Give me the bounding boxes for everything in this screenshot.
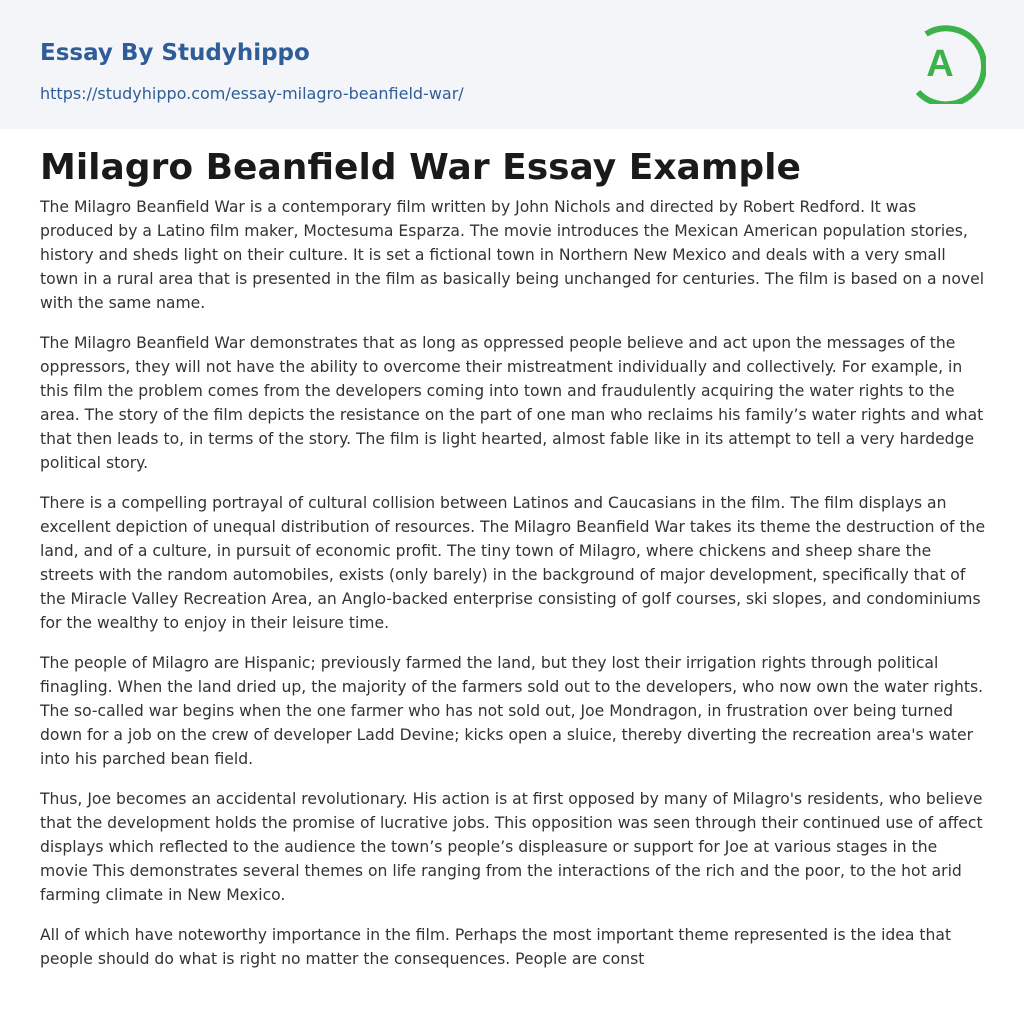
essay-body: [40, 195, 986, 987]
paragraph: Thus, Joe becomes an accidental revolutionary. His action is at first opposed by many of Milagro's residents, who believe that the development holds the promise of lucrative jobs. This opposition was seen through their continued use of affect displays which reflected to the audience the town’s people’s displeasure or support for Joe at various stages in the movie This demonstrates several themes on life ranging from the interactions of the rich and the poor, to the hot arid farming climate in New Mexico.: [40, 790, 983, 904]
page-title: Milagro Beanfield War Essay Example: [40, 147, 801, 188]
essay-url-link[interactable]: https://studyhippo.com/essay-milagro-beanfield-war/: [40, 84, 464, 103]
paragraph: The Milagro Beanfield War is a contemporary film written by John Nichols and directed by Robert Redford. It was produced by a Latino film maker, Moctesuma Esparza. The movie introduces the Mexican American population stories, history and sheds light on their culture. It is set a fictional town in Northern New Mexico and deals with a very small town in a rural area that is presented in the film as basically being unchanged for centuries. The film is based on a novel with the same name.: [40, 198, 985, 312]
site-title[interactable]: Essay By Studyhippo: [40, 40, 310, 66]
paragraph: All of which have noteworthy importance in the film. Perhaps the most important theme represented is the idea that people should do what is right no matter the consequences. People are const: [40, 926, 952, 968]
paragraph: The Milagro Beanfield War demonstrates that as long as oppressed people believe and act upon the messages of the oppressors, they will not have the ability to overcome their mistreatment individually and collectively. For example, in this film the problem comes from the developers coming into town and fraudulently acquiring the water rights to the area. The story of the film depicts the resistance on the part of one man who reclaims his family’s water rights and what that then leads to, in terms of the story. The film is light hearted, almost fable like in its attempt to tell a very hardedge political story.: [40, 334, 984, 472]
paragraph: There is a compelling portrayal of cultural collision between Latinos and Caucasians in the film. The film displays an excellent depiction of unequal distribution of resources. The Milagro Beanfield War takes its theme the destruction of the land, and of a culture, in pursuit of economic profit. The tiny town of Milagro, where chickens and sheep share the streets with the random automobiles, exists (only barely) in the background of major development, specifically that of the Miracle Valley Recreation Area, an Anglo-backed enterprise consisting of golf courses, ski slopes, and condominiums for the wealthy to enjoy in their leisure time.: [40, 494, 986, 632]
studyhippo-logo-icon[interactable]: [912, 20, 986, 104]
logo-letter: A: [926, 43, 954, 85]
paragraph: The people of Milagro are Hispanic; previously farmed the land, but they lost their irrigation rights through political finagling. When the land dried up, the majority of the farmers sold out to the developers, who now own the water rights. The so-called war begins when the one farmer who has not sold out, Joe Mondragon, in frustration over being turned down for a job on the crew of developer Ladd Devine; kicks open a sluice, thereby diverting the recreation area's water into his parched bean field.: [40, 654, 984, 768]
